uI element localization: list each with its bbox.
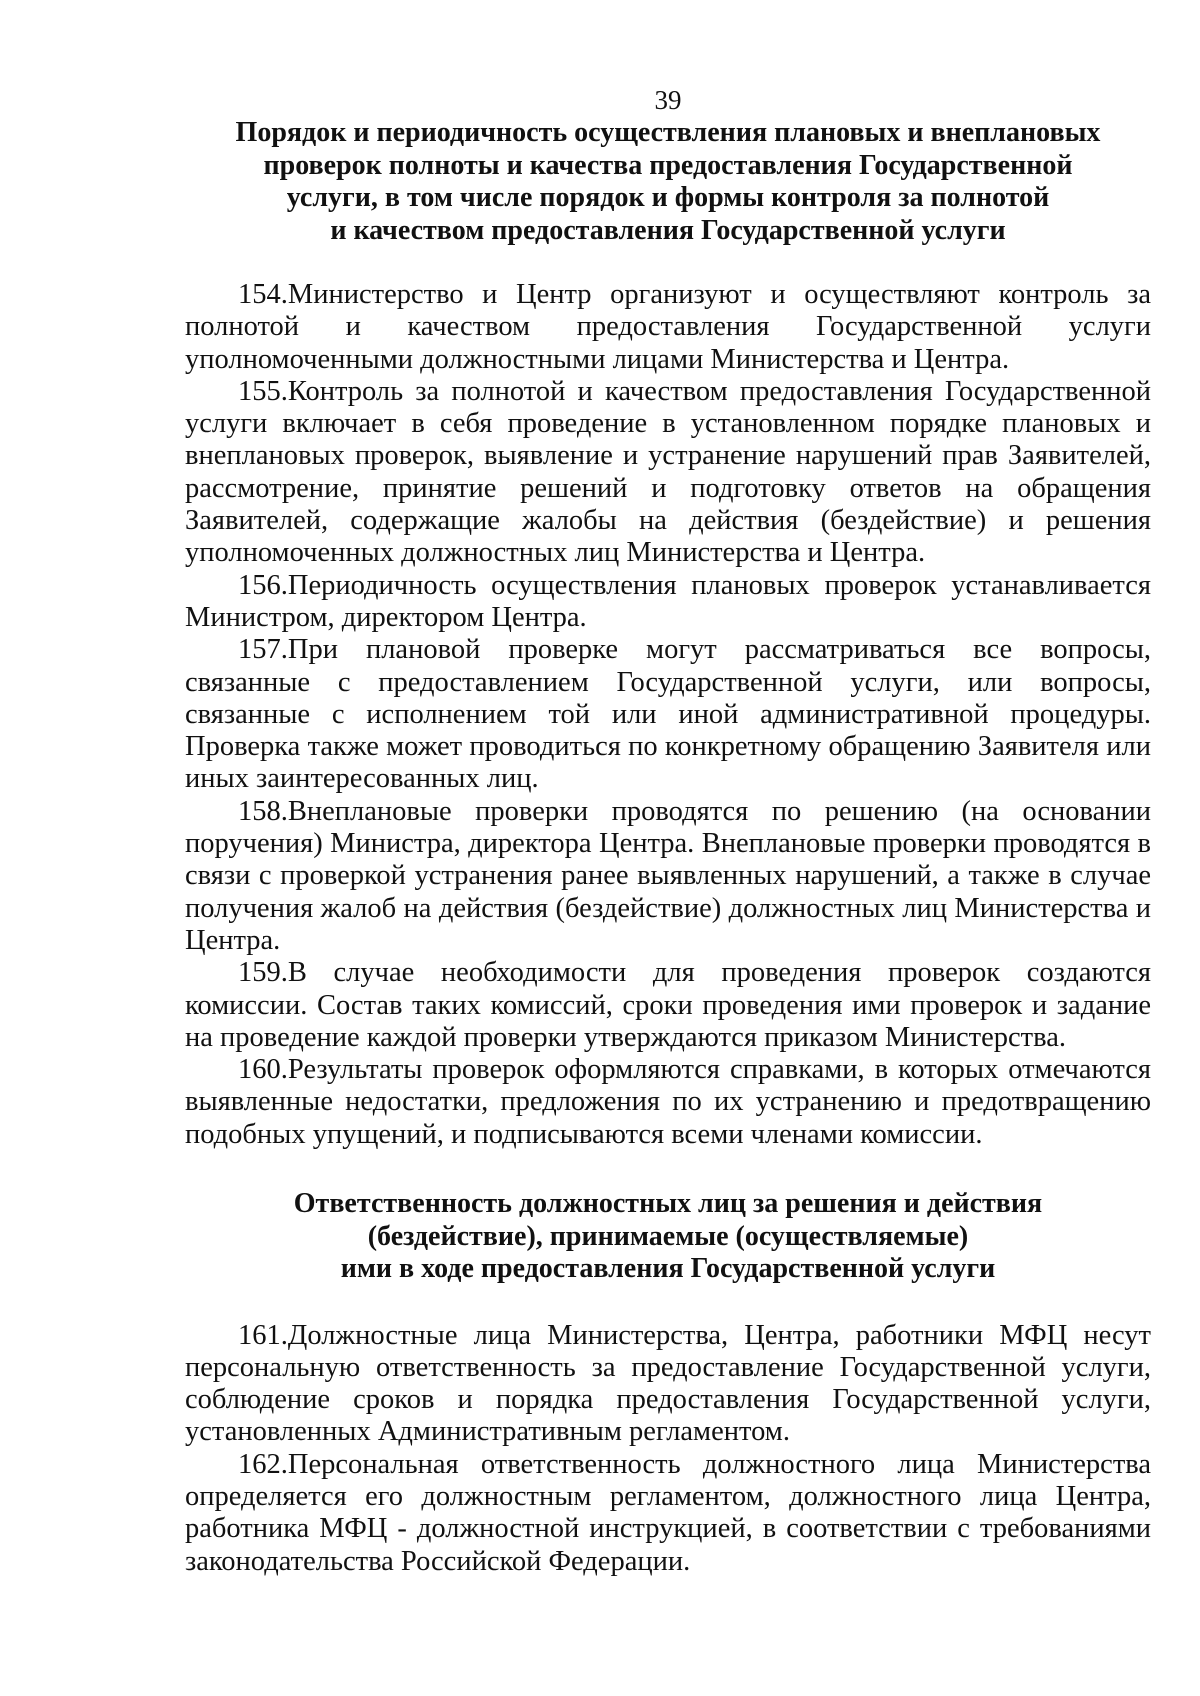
paragraph-156 [185, 570, 1151, 635]
paragraph-161 [185, 1320, 1151, 1449]
paragraph-number: 155. [238, 375, 288, 407]
page-number: 39 [654, 85, 682, 115]
paragraph-number: 158. [238, 795, 288, 827]
paragraph-text: Контроль за полнотой и качеством предоставления Государственной услуги включает в себя проведение в установленном порядке плановых и внеплановых проверок, выявление и устранение нарушений прав Заявителей, рассмотрение, принятие решений и подготовку ответов на обращения Заявителей, содержащие жалобы на действия (бездействие) и решения уполномоченных должностных лиц Министерства и Центра. [185, 375, 1151, 569]
paragraph-155 [185, 376, 1151, 570]
paragraph-160 [185, 1054, 1151, 1151]
heading-line: услуги, в том числе порядок и формы контроля за полнотой [286, 182, 1050, 213]
paragraph-text: В случае необходимости для проведения проверок создаются комиссии. Состав таких комиссий, сроки проведения ими проверок и задание на проведение каждой проверки утверждаются приказом Министерства. [185, 957, 1151, 1053]
heading-line: проверок полноты и качества предоставления Государственной [263, 149, 1073, 181]
heading-line: Ответственность должностных лиц за решения и действия [293, 1188, 1043, 1220]
heading-line: и качеством предоставления Государственной услуги [330, 214, 1006, 246]
paragraph-number: 162. [238, 1448, 288, 1480]
paragraph-text: Периодичность осуществления плановых проверок устанавливается Министром, директором Центра. [185, 569, 1151, 633]
paragraph-text: При плановой проверке могут рассматриваться все вопросы, связанные с предоставлением Государственной услуги, или вопросы, связанные с исполнением той или иной административной процедуры. Проверка также может проводиться по конкретному обращению Заявителя или иных заинтересованных лиц. [185, 634, 1151, 795]
heading-line: ими в ходе предоставления Государственной услуги [340, 1253, 996, 1285]
paragraph-text: Персональная ответственность должностного лица Министерства определяется его должностным регламентом, должностного лица Центра, работника МФЦ - должностной инструкцией, в соответствии с требованиями законодательства Российской Федерации. [185, 1448, 1151, 1577]
paragraph-text: Министерство и Центр организуют и осуществляют контроль за полнотой и качеством предоставления Государственной услуги уполномоченными должностными лицами Министерства и Центра. [185, 279, 1151, 375]
section-heading-responsibility [185, 1188, 1151, 1286]
paragraph-162 [185, 1449, 1151, 1578]
paragraph-158 [185, 796, 1151, 957]
paragraph-number: 161. [238, 1319, 288, 1351]
paragraph-154 [185, 279, 1151, 376]
paragraph-157 [185, 634, 1151, 795]
paragraph-number: 156. [238, 569, 288, 601]
paragraph-number: 154. [238, 279, 288, 310]
paragraph-text: Должностные лица Министерства, Центра, работники МФЦ несут персональную ответственность за предоставление Государственной услуги, соблюдение сроков и порядка предоставления Государственной услуги, установленных Административным регламентом. [185, 1319, 1151, 1448]
paragraph-number: 157. [238, 634, 288, 666]
paragraph-text: Результаты проверок оформляются справками, в которых отмечаются выявленные недостатки, предложения по их устранению и предотвращению подобных упущений, и подписываются всеми членами комиссии. [185, 1054, 1151, 1150]
paragraph-text: Внеплановые проверки проводятся по решению (на основании поручения) Министра, директора Центра. Внеплановые проверки проводятся в связи с проверкой устранения ранее выявленных нарушений, а также в случае получения жалоб на действия (бездействие) должностных лиц Министерства и Центра. [185, 795, 1151, 956]
heading-line: Порядок и периодичность осуществления плановых и внеплановых [235, 117, 1101, 148]
section-heading-control [185, 117, 1151, 247]
paragraph-159 [185, 957, 1151, 1054]
heading-line: (бездействие), принимаемые (осуществляемые) [367, 1220, 969, 1252]
document-page [185, 85, 1151, 1578]
paragraph-number: 159. [238, 957, 288, 989]
paragraph-number: 160. [238, 1054, 288, 1086]
